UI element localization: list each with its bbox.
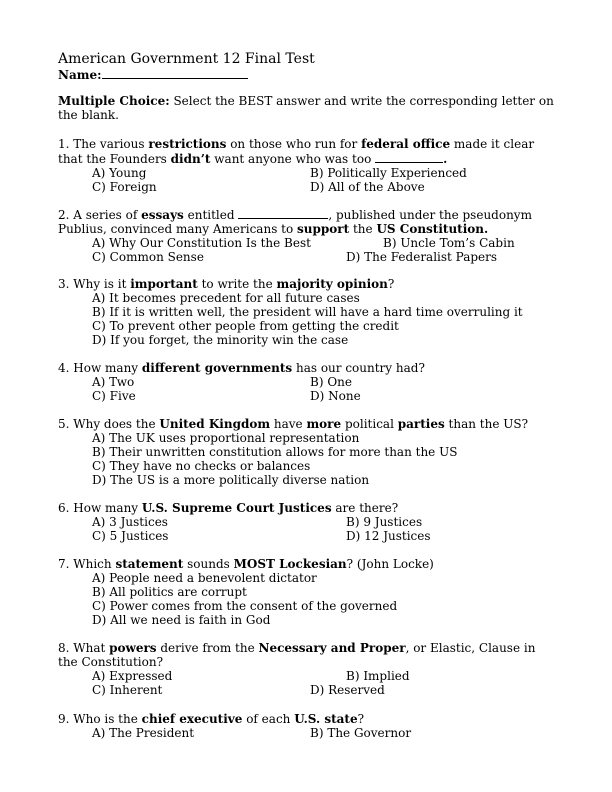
name-line xyxy=(58,67,248,83)
name-label: Name: xyxy=(58,68,102,82)
option-a[interactable]: A) Expressed xyxy=(92,669,173,683)
option-d[interactable]: D) None xyxy=(310,389,361,403)
name-blank[interactable] xyxy=(102,67,248,79)
stem-text: ? xyxy=(357,712,365,726)
stem-text: 6. How many xyxy=(58,501,142,515)
option-row xyxy=(58,166,558,180)
option-b[interactable]: B) If it is written well, the president will have a hard time overruling it xyxy=(92,305,523,319)
option-a[interactable]: A) The UK uses proportional representation xyxy=(92,431,360,445)
option-a[interactable]: A) Why Our Constitution Is the Best xyxy=(92,236,311,250)
option-b[interactable]: B) All politics are corrupt xyxy=(92,585,247,599)
question-6 xyxy=(58,501,558,543)
stem-text: entitled xyxy=(183,208,239,222)
question-9 xyxy=(58,712,558,740)
question-stem: 1. The various restrictions on those who run for federal office made it clear that the Founders didn’t want anyone who was too . xyxy=(58,137,535,166)
option-a[interactable]: A) 3 Justices xyxy=(92,515,168,529)
question-1 xyxy=(58,137,558,194)
stem-text: 7. Which xyxy=(58,557,116,571)
question-stem xyxy=(58,417,558,431)
stem-keyword: parties xyxy=(397,417,445,431)
question-8 xyxy=(58,641,558,697)
stem-keyword: restrictions xyxy=(148,137,227,151)
stem-text: 3. Why is it xyxy=(58,277,131,291)
stem-keyword: more xyxy=(306,417,342,431)
answer-blank[interactable] xyxy=(375,151,443,163)
stem-keyword: U.S. state xyxy=(294,712,358,726)
question-stem xyxy=(58,361,558,375)
option-a[interactable]: A) Two xyxy=(92,375,135,389)
option-row xyxy=(58,669,558,683)
option-a[interactable]: A) People need a benevolent dictator xyxy=(92,571,317,585)
stem-text: to write the xyxy=(197,277,277,291)
stem-keyword: support xyxy=(297,222,350,236)
option-row xyxy=(58,236,558,250)
stem-text: 9. Who is the xyxy=(58,712,142,726)
stem-keyword: US Constitution. xyxy=(376,222,489,236)
question-stem xyxy=(58,712,558,726)
question-stem xyxy=(58,641,558,669)
stem-text: 1. The various xyxy=(58,137,149,151)
answer-blank[interactable] xyxy=(238,207,328,219)
stem-keyword: Necessary and Proper xyxy=(258,641,406,655)
option-b[interactable]: B) Implied xyxy=(346,669,410,683)
stem-keyword: important xyxy=(130,277,198,291)
option-d[interactable]: D) The US is a more politically diverse nation xyxy=(92,473,370,487)
stem-text: are there? xyxy=(331,501,399,515)
question-3 xyxy=(58,277,558,347)
stem-text: on those who run for xyxy=(226,137,362,151)
option-c[interactable]: C) Common Sense xyxy=(92,250,204,264)
stem-text: sounds xyxy=(183,557,234,571)
option-a[interactable]: A) The President xyxy=(92,726,195,740)
option-b[interactable]: B) Their unwritten constitution allows for more than the US xyxy=(92,445,458,459)
option-d[interactable]: D) All of the Above xyxy=(310,180,425,194)
stem-text: ? (John Locke) xyxy=(346,557,434,571)
stem-keyword: MOST Lockesian xyxy=(233,557,347,571)
stem-text: 2. A series of xyxy=(58,208,142,222)
stem-text: ? xyxy=(387,277,395,291)
option-c[interactable]: C) Inherent xyxy=(92,683,163,697)
option-c[interactable]: C) To prevent other people from getting the credit xyxy=(92,319,399,333)
option-row xyxy=(58,375,558,389)
stem-keyword: federal office xyxy=(361,137,451,151)
option-row xyxy=(58,529,558,543)
option-row xyxy=(58,683,558,697)
stem-text: 5. Why does the xyxy=(58,417,160,431)
option-c[interactable]: C) 5 Justices xyxy=(92,529,169,543)
question-stem xyxy=(58,557,558,571)
stem-text: political xyxy=(341,417,398,431)
stem-text: want anyone who was too xyxy=(210,152,376,166)
stem-text: of each xyxy=(242,712,295,726)
question-stem xyxy=(58,501,558,515)
option-d[interactable]: D) The Federalist Papers xyxy=(346,250,498,264)
question-2 xyxy=(58,207,558,264)
stem-keyword: chief executive xyxy=(141,712,243,726)
option-list xyxy=(58,571,558,627)
question-7 xyxy=(58,557,558,627)
option-c[interactable]: C) They have no checks or balances xyxy=(92,459,311,473)
instructions-label: Multiple Choice: xyxy=(58,94,170,108)
option-row xyxy=(58,389,558,403)
option-b[interactable]: B) 9 Justices xyxy=(346,515,423,529)
option-d[interactable]: D) All we need is faith in God xyxy=(92,613,271,627)
stem-keyword: United Kingdom xyxy=(159,417,271,431)
option-c[interactable]: C) Power comes from the consent of the governed xyxy=(92,599,398,613)
option-list xyxy=(58,431,558,487)
stem-text: derive from the xyxy=(156,641,259,655)
stem-keyword: majority opinion xyxy=(276,277,388,291)
option-row xyxy=(58,180,558,194)
question-stem xyxy=(58,277,558,291)
option-b[interactable]: B) The Governor xyxy=(310,726,412,740)
question-5 xyxy=(58,417,558,487)
option-c[interactable]: C) Five xyxy=(92,389,136,403)
option-b[interactable]: B) Politically Experienced xyxy=(310,166,467,180)
option-b[interactable]: B) One xyxy=(310,375,352,389)
option-d[interactable]: D) If you forget, the minority win the case xyxy=(92,333,349,347)
instructions-text: Select the BEST answer and write the corresponding letter on the blank. xyxy=(58,94,554,122)
option-d[interactable]: D) Reserved xyxy=(310,683,385,697)
option-row xyxy=(58,515,558,529)
stem-keyword: U.S. Supreme Court Justices xyxy=(141,501,332,515)
option-list xyxy=(58,291,558,347)
stem-text: , published under the pseudonym Publius, convinced many Americans to xyxy=(58,208,532,236)
stem-text: 8. What xyxy=(58,641,110,655)
question-4 xyxy=(58,361,558,403)
option-b[interactable]: B) Uncle Tom’s Cabin xyxy=(383,236,515,250)
question-stem xyxy=(58,207,558,236)
stem-text: have xyxy=(270,417,307,431)
stem-keyword: statement xyxy=(115,557,184,571)
option-a[interactable]: A) Young xyxy=(92,166,147,180)
stem-text: 4. How many xyxy=(58,361,142,375)
page-title: American Government 12 Final Test xyxy=(58,51,315,67)
stem-text: made it clear that the Founders xyxy=(58,137,535,166)
option-c[interactable]: C) Foreign xyxy=(92,180,157,194)
stem-keyword: essays xyxy=(141,208,184,222)
stem-text: than the US? xyxy=(444,417,529,431)
option-a[interactable]: A) It becomes precedent for all future cases xyxy=(92,291,360,305)
stem-keyword: different governments xyxy=(141,361,293,375)
option-d[interactable]: D) 12 Justices xyxy=(346,529,431,543)
option-row xyxy=(58,726,558,740)
stem-text: has our country had? xyxy=(292,361,425,375)
stem-text: , or Elastic, Clause in the Constitution? xyxy=(58,641,536,669)
option-row xyxy=(58,250,558,264)
instructions xyxy=(58,94,558,122)
stem-keyword: powers xyxy=(109,641,157,655)
stem-keyword: didn’t xyxy=(170,152,211,166)
stem-text: the xyxy=(349,222,377,236)
